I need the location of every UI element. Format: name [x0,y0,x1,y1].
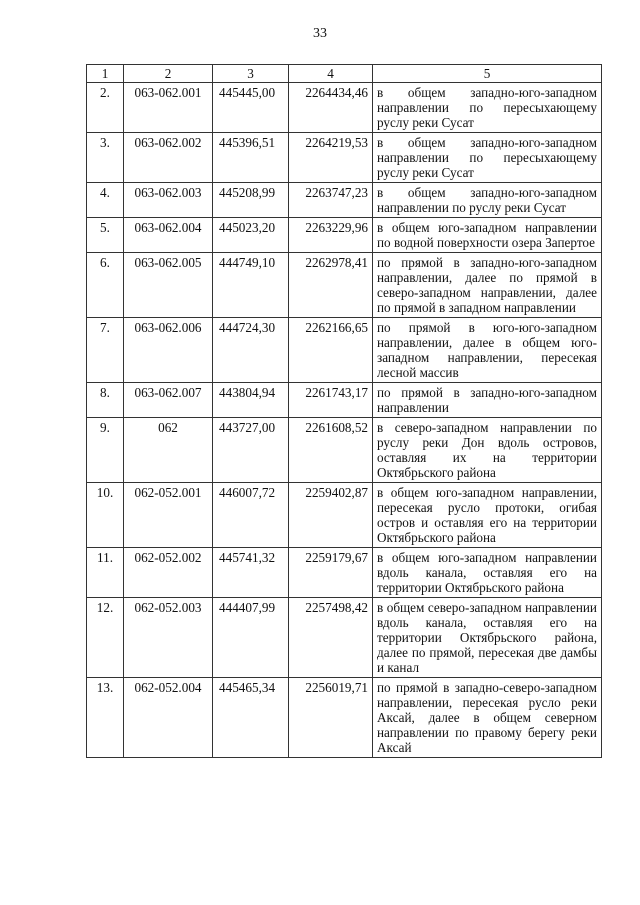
description-cell: в общем юго-западном направлении по водной поверхности озера Запертое [373,218,602,253]
table-row [87,548,602,598]
description-cell: по прямой в западно-северо-западном направлении, пересекая русло реки Аксай, далее в общем северном направлении по правому берегу реки Аксай [373,678,602,758]
row-number-cell: 10. [87,483,124,548]
coord-y-cell: 2257498,42 [289,598,373,678]
coord-y-cell: 2261608,52 [289,418,373,483]
coord-y-cell: 2259402,87 [289,483,373,548]
header-col-1: 1 [87,65,124,83]
point-id-cell: 063-062.002 [124,133,213,183]
row-number-cell: 12. [87,598,124,678]
description-cell: по прямой в юго-юго-западном направлении, далее в общем юго-западном направлении, пересекая лесной массив [373,318,602,383]
row-number-cell: 8. [87,383,124,418]
description-cell: в общем западно-юго-западном направлении по пересыхающему руслу реки Сусат [373,83,602,133]
coord-x-cell: 445208,99 [213,183,289,218]
row-number-cell: 11. [87,548,124,598]
coord-x-cell: 444749,10 [213,253,289,318]
point-id-cell: 062 [124,418,213,483]
page-number: 33 [313,26,327,41]
description-cell: в общем юго-западном направлении вдоль канала, оставляя его на территории Октябрьского района [373,548,602,598]
coord-y-cell: 2264219,53 [289,133,373,183]
coord-x-cell: 445741,32 [213,548,289,598]
point-id-cell: 062-052.003 [124,598,213,678]
coord-x-cell: 445465,34 [213,678,289,758]
table-row [87,183,602,218]
point-id-cell: 063-062.006 [124,318,213,383]
table-body [87,65,602,758]
coord-x-cell: 445445,00 [213,83,289,133]
table-row [87,218,602,253]
coord-y-cell: 2263747,23 [289,183,373,218]
table-header-row [87,65,602,83]
table-row [87,418,602,483]
description-cell: в северо-западном направлении по руслу реки Дон вдоль островов, оставляя их на территории Октябрьского района [373,418,602,483]
coord-x-cell: 445023,20 [213,218,289,253]
header-col-2: 2 [124,65,213,83]
point-id-cell: 063-062.003 [124,183,213,218]
coord-y-cell: 2262166,65 [289,318,373,383]
coord-y-cell: 2256019,71 [289,678,373,758]
coord-x-cell: 446007,72 [213,483,289,548]
table-row [87,483,602,548]
row-number-cell: 2. [87,83,124,133]
row-number-cell: 4. [87,183,124,218]
boundary-table [86,64,602,758]
table-row [87,83,602,133]
description-cell: в общем западно-юго-западном направлении по пересыхающему руслу реки Сусат [373,133,602,183]
table-row [87,678,602,758]
point-id-cell: 062-052.004 [124,678,213,758]
coord-x-cell: 444724,30 [213,318,289,383]
header-col-5: 5 [373,65,602,83]
coord-x-cell: 443727,00 [213,418,289,483]
coord-x-cell: 443804,94 [213,383,289,418]
table-row [87,253,602,318]
point-id-cell: 062-052.001 [124,483,213,548]
coord-x-cell: 444407,99 [213,598,289,678]
table-row [87,318,602,383]
description-cell: в общем северо-западном направлении вдоль канала, оставляя его на территории Октябрьского района, далее по прямой, пересекая две дамбы и канал [373,598,602,678]
coord-y-cell: 2261743,17 [289,383,373,418]
description-cell: по прямой в западно-юго-западном направлении, далее по прямой в северо-западном направлении, далее по прямой в западном направлении [373,253,602,318]
coord-y-cell: 2259179,67 [289,548,373,598]
header-col-4: 4 [289,65,373,83]
row-number-cell: 9. [87,418,124,483]
row-number-cell: 7. [87,318,124,383]
row-number-cell: 6. [87,253,124,318]
point-id-cell: 063-062.005 [124,253,213,318]
coord-y-cell: 2264434,46 [289,83,373,133]
coord-y-cell: 2263229,96 [289,218,373,253]
point-id-cell: 063-062.004 [124,218,213,253]
header-col-3: 3 [213,65,289,83]
coord-x-cell: 445396,51 [213,133,289,183]
point-id-cell: 062-052.002 [124,548,213,598]
description-cell: в общем юго-западном направлении, пересекая русло протоки, огибая остров и оставляя его на территории Октябрьского района [373,483,602,548]
table-row [87,383,602,418]
row-number-cell: 3. [87,133,124,183]
coord-y-cell: 2262978,41 [289,253,373,318]
description-cell: по прямой в западно-юго-западном направлении [373,383,602,418]
table-row [87,133,602,183]
row-number-cell: 5. [87,218,124,253]
point-id-cell: 063-062.001 [124,83,213,133]
table-row [87,598,602,678]
row-number-cell: 13. [87,678,124,758]
description-cell: в общем западно-юго-западном направлении по руслу реки Сусат [373,183,602,218]
point-id-cell: 063-062.007 [124,383,213,418]
